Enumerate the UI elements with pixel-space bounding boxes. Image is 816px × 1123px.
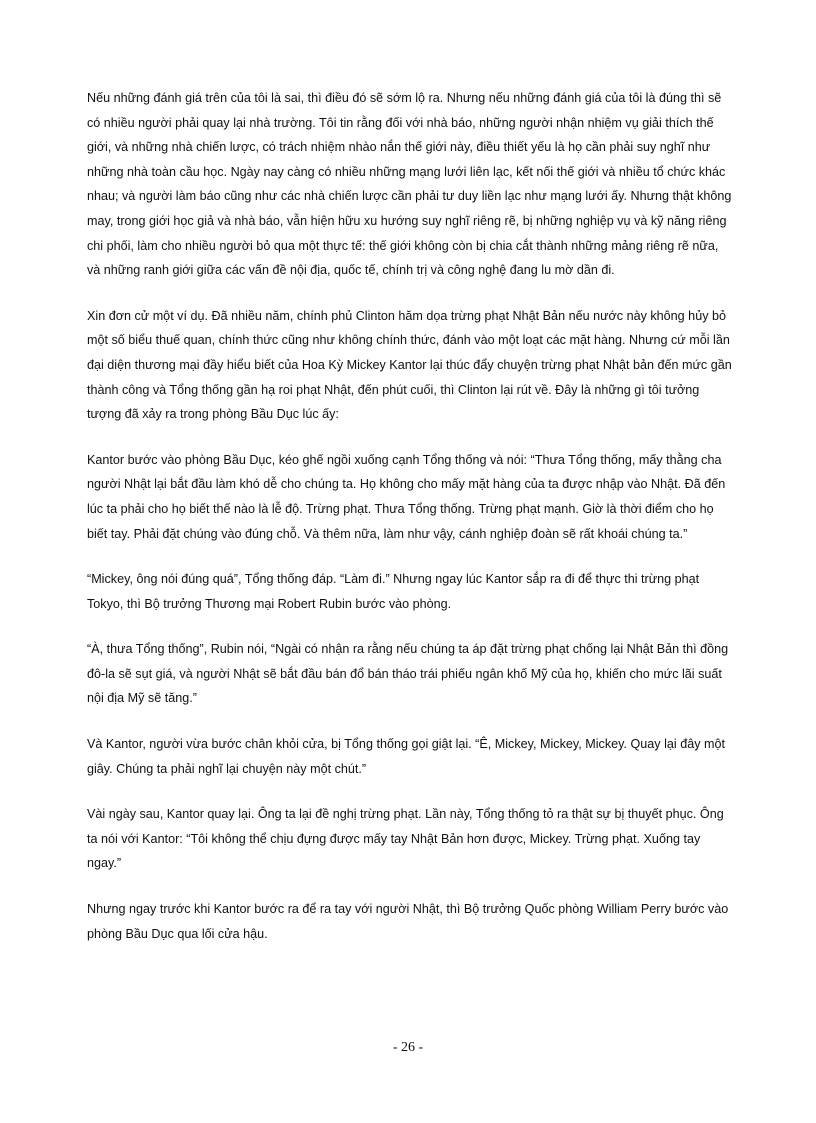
paragraph: Và Kantor, người vừa bước chân khỏi cửa, bị Tổng thống gọi giật lại. “Ê, Mickey, Mickey, Mickey. Quay lại đây một giây. Chúng ta phải nghĩ lại chuyện này một chút.”: [87, 737, 725, 776]
paragraph: Vài ngày sau, Kantor quay lại. Ông ta lại đề nghị trừng phạt. Lần này, Tổng thống tỏ ra thật sự bị thuyết phục. Ông ta nói với Kantor: “Tôi không thể chịu đựng được mấy tay Nhật Bản hơn được, Mickey. Trừng phạt. Xuống tay ngay.”: [87, 807, 724, 871]
paragraph: “À, thưa Tổng thống”, Rubin nói, “Ngài có nhận ra rằng nếu chúng ta áp đặt trừng phạt chống lại Nhật Bản thì đồng đô-la sẽ sụt giá, và người Nhật sẽ bắt đầu bán đổ bán tháo trái phiếu ngân khố Mỹ của họ, khiến cho mức lãi suất nội địa Mỹ sẽ tăng.”: [87, 642, 729, 706]
paragraph: Nhưng ngay trước khi Kantor bước ra để ra tay với người Nhật, thì Bộ trưởng Quốc phòng William Perry bước vào phòng Bầu Dục qua lối cửa hậu.: [87, 902, 729, 941]
document-body: [87, 86, 732, 967]
paragraph: “Mickey, ông nói đúng quá”, Tổng thống đáp. “Làm đi.” Nhưng ngay lúc Kantor sắp ra đi để thực thi trừng phạt Tokyo, thì Bộ trưởng Thương mại Robert Rubin bước vào phòng.: [87, 572, 700, 611]
paragraph: Kantor bước vào phòng Bầu Dục, kéo ghế ngồi xuống cạnh Tổng thống và nói: “Thưa Tổng thống, mấy thằng cha người Nhật lại bắt đầu làm khó dễ cho chúng ta. Họ không cho mấy mặt hàng của ta được nhập vào Nhật. Đã đến lúc ta phải cho họ biết thế nào là lễ độ. Trừng phạt. Thưa Tổng thống. Trừng phạt mạnh. Giờ là thời điểm cho họ biết tay. Phải đặt chúng vào đúng chỗ. Và thêm nữa, làm như vậy, cánh nghiệp đoàn sẽ rất khoái chúng ta.”: [87, 452, 726, 541]
page-number: - 26 -: [392, 1040, 424, 1055]
paragraph: Nếu những đánh giá trên của tôi là sai, thì điều đó sẽ sớm lộ ra. Nhưng nếu những đánh giá của tôi là đúng thì sẽ có nhiều người phải quay lại nhà trường. Tôi tin rằng đối với nhà báo, những người nhận nhiệm vụ giải thích thế giới, và những nhà chiến lược, có trách nhiệm nhào nắn thế giới này, điều thiết yếu là họ cần phải suy nghĩ như những nhà toàn cầu học. Ngày nay càng có nhiều những mạng lưới liên lạc, kết nối thế giới và nhiều tổ chức khác nhau; và người làm báo cũng như các nhà chiến lược cần phải tư duy liền lạc như mạng lưới ấy. Nhưng thật không may, trong giới học giả và nhà báo, vẫn hiện hữu xu hướng suy nghĩ riêng rẽ, bị những nghiệp vụ và kỹ năng riêng chi phối, làm cho nhiều người bỏ qua một thực tế: thế giới không còn bị chia cắt thành những mảng riêng rẽ nữa, và những ranh giới giữa các vấn đề nội địa, quốc tế, chính trị và công nghệ đang lu mờ dần đi.: [87, 91, 732, 278]
paragraph: Xin đơn cử một ví dụ. Đã nhiều năm, chính phủ Clinton hăm dọa trừng phạt Nhật Bản nếu nước này không hủy bỏ một số biểu thuế quan, chính thức cũng như không chính thức, đánh vào một loạt các mặt hàng. Nhưng cứ mỗi lần đại diện thương mại đầy hiểu biết của Hoa Kỳ Mickey Kantor lại thúc đẩy chuyện trừng phạt Nhật bản đến mức gần thành công và Tổng thống gần hạ roi phạt Nhật, đến phút cuối, thì Clinton lại rút về. Đây là những gì tôi tưởng tượng đã xảy ra trong phòng Bầu Dục lúc ấy:: [87, 308, 732, 422]
